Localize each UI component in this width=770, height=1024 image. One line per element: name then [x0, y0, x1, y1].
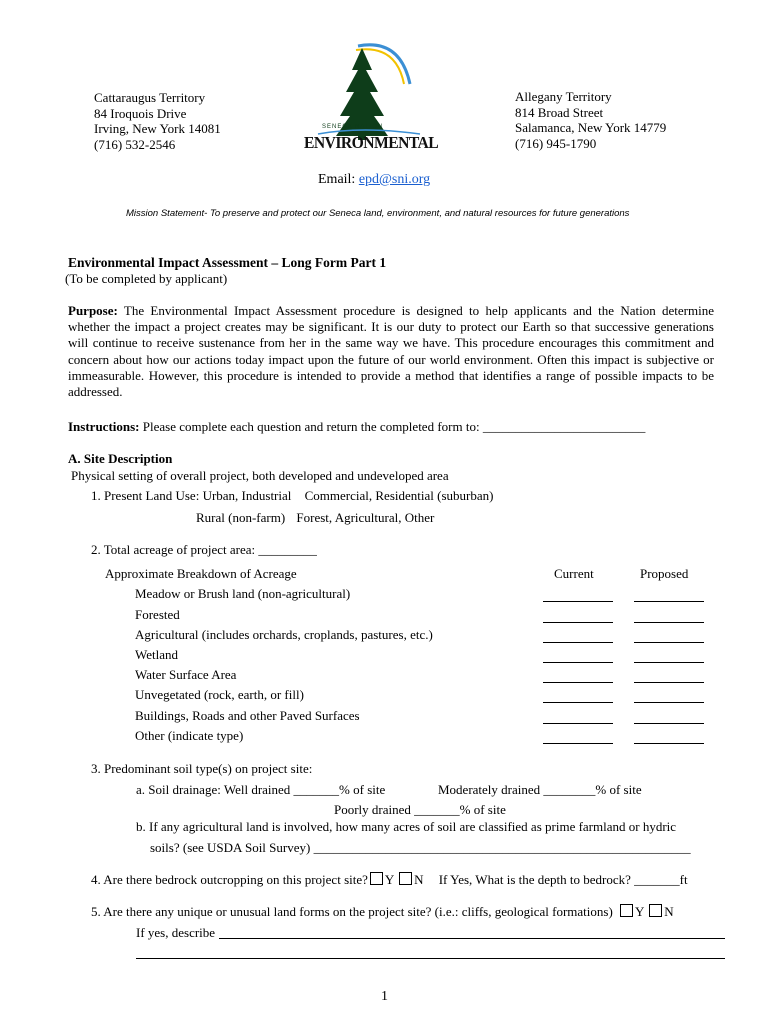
proposed-acreage-input[interactable] — [634, 651, 704, 663]
email-link[interactable]: epd@sni.org — [358, 172, 431, 187]
logo-small-text: SENECA NATION — [322, 124, 384, 130]
land-use-label: 1. Present Land Use: — [91, 488, 200, 503]
left-address-line: (716) 532-2546 — [94, 136, 176, 152]
left-address-line: Cattaraugus Territory — [94, 90, 206, 105]
acreage-row-label: Forested — [135, 607, 180, 622]
email-label: Email: — [318, 172, 359, 187]
mission-statement: Mission Statement- To preserve and protect our Seneca land, environment, and natural resources for future generations — [126, 208, 630, 219]
proposed-acreage-input[interactable] — [634, 712, 704, 724]
logo-text: ENVIRONMENTAL — [304, 133, 439, 152]
proposed-acreage-input[interactable] — [634, 631, 704, 643]
acreage-row-label: Unvegetated (rock, earth, or fill) — [135, 687, 304, 702]
current-acreage-input[interactable] — [543, 611, 613, 623]
landforms-describe-input-line2[interactable] — [136, 947, 725, 959]
no-label: N — [414, 872, 424, 887]
yes-checkbox[interactable] — [370, 872, 383, 885]
instructions-text: Please complete each question and return the completed form to: _________________________ — [142, 419, 646, 434]
option-commercial-residential: Commercial, Residential (suburban) — [304, 488, 494, 503]
proposed-acreage-input[interactable] — [634, 732, 704, 744]
prime-farmland-question-cont: soils? (see USDA Soil Survey) __________________________________________________________ — [150, 840, 691, 855]
bedrock-question-text: 4. Are there bedrock outcropping on this project site? — [91, 872, 368, 887]
landforms-describe-input[interactable] — [219, 927, 725, 939]
left-address — [94, 90, 221, 152]
option-forest-agricultural: Forest, Agricultural, Other — [296, 510, 435, 525]
right-address-line: Allegany Territory — [515, 89, 612, 104]
total-acreage-question: 2. Total acreage of project area: _________ — [91, 542, 317, 557]
right-address-line: 814 Broad Street — [515, 104, 604, 120]
right-address-line: Salamanca, New York 14779 — [515, 120, 667, 135]
column-proposed: Proposed — [640, 566, 689, 581]
no-checkbox[interactable] — [649, 904, 662, 917]
soil-drainage-well: a. Soil drainage: Well drained _______% of site — [136, 782, 386, 797]
right-address-line: (716) 945-1790 — [515, 135, 597, 151]
instructions — [68, 419, 645, 435]
proposed-acreage-input[interactable] — [634, 691, 704, 703]
purpose-label: Purpose: — [68, 303, 118, 318]
form-title: Environmental Impact Assessment – Long Form Part 1 — [68, 255, 387, 270]
soil-drainage-moderate: Moderately drained ________% of site — [438, 782, 642, 797]
current-acreage-input[interactable] — [543, 691, 613, 703]
section-a-intro: Physical setting of overall project, both developed and undeveloped area — [71, 468, 449, 483]
proposed-acreage-input[interactable] — [634, 590, 704, 602]
form-subtitle: (To be completed by applicant) — [65, 271, 228, 286]
acreage-row-label: Meadow or Brush land (non-agricultural) — [135, 586, 351, 601]
right-address — [515, 89, 666, 151]
soil-drainage-poor: Poorly drained _______% of site — [334, 802, 506, 817]
yes-label: Y — [384, 872, 394, 887]
email-line — [318, 172, 430, 188]
seneca-nation-environmental-logo — [300, 36, 445, 154]
acreage-row-label: Agricultural (includes orchards, croplands, pastures, etc.) — [135, 627, 433, 642]
current-acreage-input[interactable] — [543, 671, 613, 683]
no-checkbox[interactable] — [399, 872, 412, 885]
left-address-line: Irving, New York 14081 — [94, 121, 221, 136]
current-acreage-input[interactable] — [543, 732, 613, 744]
purpose-paragraph — [68, 303, 714, 400]
bedrock-depth-question: If Yes, What is the depth to bedrock? _______ft — [438, 872, 688, 887]
current-acreage-input[interactable] — [543, 631, 613, 643]
current-acreage-input[interactable] — [543, 712, 613, 724]
left-address-line: 84 Iroquois Drive — [94, 105, 187, 121]
proposed-acreage-input[interactable] — [634, 611, 704, 623]
yes-label: Y — [635, 904, 644, 919]
bedrock-question — [91, 872, 688, 888]
column-current: Current — [554, 566, 594, 581]
landforms-question — [91, 904, 674, 920]
acreage-row-label: Other (indicate type) — [135, 728, 244, 743]
soil-type-question: 3. Predominant soil type(s) on project site: — [91, 761, 313, 776]
section-a-heading: A. Site Description — [68, 451, 173, 466]
landforms-describe-label: If yes, describe — [136, 925, 216, 940]
purpose-text: The Environmental Impact Assessment procedure is designed to help applicants and the Nation determine whether the impact a project creates may be significant. It is our duty to protect our Earth so that successive generations will continue to receive sustenance from her in the same way we have. This procedure encourages this commitment and concern about how our actions today impact upon the future of our world environment. Often this impact is subjective or immeasurable. However, this procedure is intended to provide a method that identifies a range of possible impacts to be addressed. — [68, 303, 714, 400]
proposed-acreage-input[interactable] — [634, 671, 704, 683]
yes-checkbox[interactable] — [620, 904, 633, 917]
land-use-question — [91, 488, 493, 504]
option-rural: Rural (non-farm) — [196, 510, 286, 525]
land-use-question-row2 — [196, 510, 434, 526]
acreage-row-label: Buildings, Roads and other Paved Surfaces — [135, 708, 360, 723]
current-acreage-input[interactable] — [543, 651, 613, 663]
no-label: N — [664, 904, 674, 919]
instructions-label: Instructions: — [68, 419, 140, 434]
acreage-row-label: Water Surface Area — [135, 667, 237, 682]
option-urban-industrial: Urban, Industrial — [202, 488, 292, 503]
breakdown-heading: Approximate Breakdown of Acreage — [105, 566, 297, 581]
prime-farmland-question: b. If any agricultural land is involved, how many acres of soil are classified as prime farmland or hydric — [136, 819, 677, 834]
page-number: 1 — [381, 989, 388, 1004]
current-acreage-input[interactable] — [543, 590, 613, 602]
acreage-row-label: Wetland — [135, 647, 178, 662]
landforms-question-text: 5. Are there any unique or unusual land forms on the project site? (i.e.: cliffs, geological formations) — [91, 904, 613, 919]
